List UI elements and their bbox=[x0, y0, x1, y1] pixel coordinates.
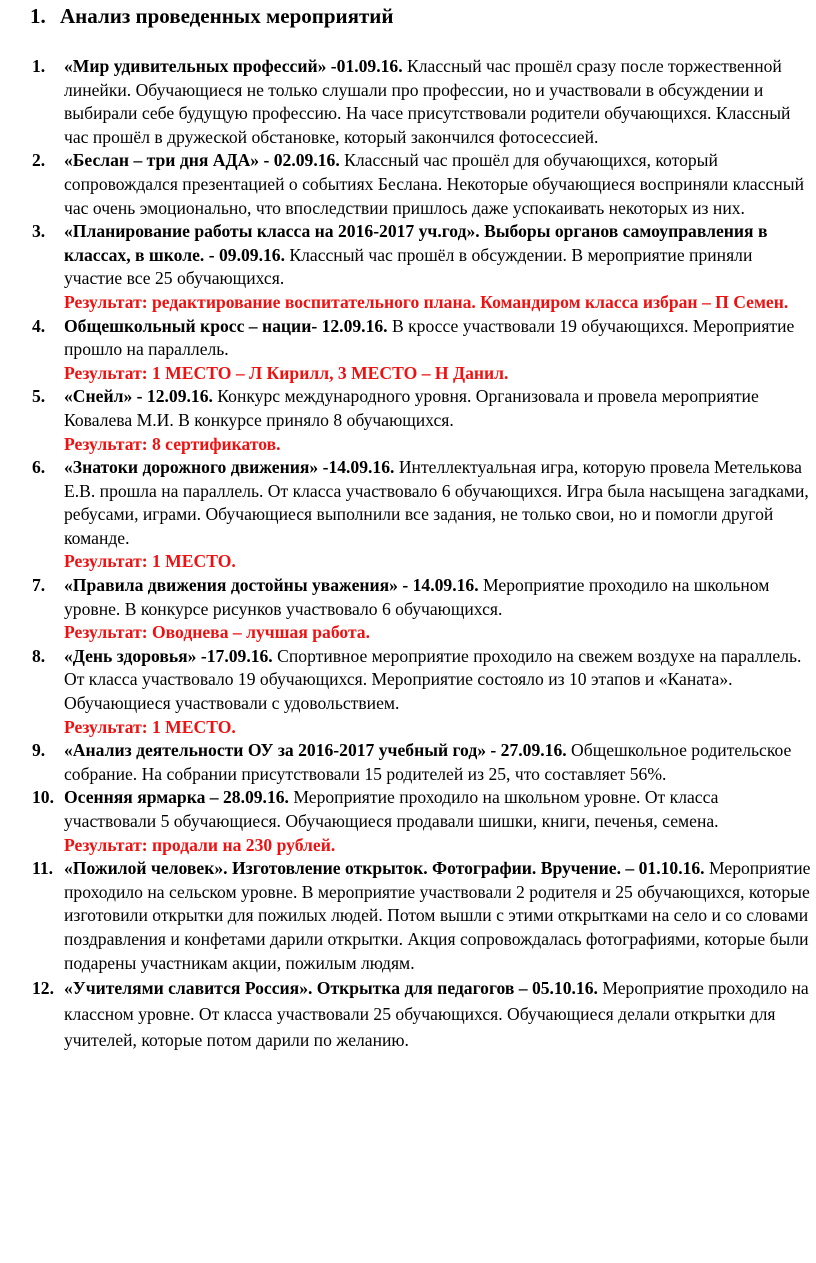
list-item bbox=[0, 975, 816, 1053]
list-item-result: Результат: редактирование воспитательного плана. Командиром класса избран – П Семен. bbox=[64, 291, 789, 312]
list-item-result: Результат: продали на 230 рублей. bbox=[64, 834, 336, 855]
section-heading bbox=[30, 4, 394, 29]
list-item-number: 5. bbox=[32, 386, 46, 407]
list-item-body: Классный час прошёл сразу после торжественной линейки. Обучающиеся не только слушали про профессии, но и участвовали в обсуждении и выбирали себе будущую профессию. На часе присутствовали родители обучающихся. Классный час прошёл в дружеской обстановке, который закончился фотосессией. bbox=[64, 56, 791, 147]
list-item-number: 4. bbox=[32, 315, 46, 336]
list-item-number: 9. bbox=[32, 740, 46, 761]
list-item-title: Осенняя ярмарка – 28.09.16. bbox=[64, 787, 289, 808]
list-item bbox=[0, 574, 816, 645]
list-item-body: Конкурс международного уровня. Организовала и провела мероприятие Ковалева М.И. В конкурсе приняло 8 обучающихся. bbox=[64, 386, 759, 430]
list-item-title: «Знатоки дорожного движения» -14.09.16. bbox=[64, 457, 395, 478]
list-item-result: Результат: 1 МЕСТО. bbox=[64, 716, 236, 737]
list-item-body: В кроссе участвовали 19 обучающихся. Мероприятие прошло на параллель. bbox=[64, 315, 795, 360]
list-item bbox=[0, 149, 816, 220]
list-item-body: Интеллектуальная игра, которую провела Метелькова Е.В. прошла на параллель. От класса участвовало 6 обучающихся. Игра была насыщена загадками, ребусами, играми. Обучающиеся выполнили все задания, не только свои, но и помогли другой команде. bbox=[64, 457, 809, 548]
list-item-title: «Мир удивительных профессий» -01.09.16. bbox=[64, 56, 403, 76]
list-item-body: Общешкольное родительское собрание. На собрании присутствовали 15 родителей из 25, что составляет 56%. bbox=[64, 740, 792, 784]
list-item-title: «Пожилой человек». Изготовление открыток. Фотографии. Вручение. – 01.10.16. bbox=[64, 858, 705, 879]
list-item-number: 11. bbox=[32, 858, 54, 879]
list-item-body: Мероприятие проходило на сельском уровне. В мероприятие участвовали 2 родителя и 25 обучающихся, которые изготовили открытки для пожилых людей. Потом вышли с этими открытками на село и со словами поздравления и конфетами дарили открытки. Акция сопровождалась фотографиями, которые были подарены участникам акции, пожилым людям. bbox=[64, 858, 811, 973]
list-item-body: Классный час прошёл для обучающихся, который сопровождался презентацией о событиях Беслана. Некоторые обучающиеся восприняли классный час очень эмоционально, что впоследствии пришлось даже успокаивать некоторых из них. bbox=[64, 150, 804, 218]
list-item-number: 12. bbox=[32, 978, 54, 999]
list-item-number: 2. bbox=[32, 150, 46, 171]
list-item-body: Классный час прошёл в обсуждении. В мероприятие приняли участие все 25 обучающихся. bbox=[64, 244, 753, 289]
list-item bbox=[0, 220, 816, 314]
list-item bbox=[0, 385, 816, 456]
list-item-title: «Беслан – три дня АДА» - 02.09.16. bbox=[64, 150, 340, 171]
list-item bbox=[0, 857, 816, 975]
list-item bbox=[0, 55, 816, 149]
list-item-number: 8. bbox=[32, 645, 46, 666]
list-item-title: «День здоровья» -17.09.16. bbox=[64, 645, 273, 666]
list-item-result: Результат: Оводнева – лучшая работа. bbox=[64, 622, 370, 643]
list-item-number: 1. bbox=[32, 56, 46, 76]
list-item-title: «Учителями славится Россия». Открытка для педагогов – 05.10.16. bbox=[64, 978, 598, 999]
list-item-number: 7. bbox=[32, 575, 46, 596]
events-list bbox=[0, 55, 816, 1053]
list-item-title: «Планирование работы класса на 2016-2017 уч.год». Выборы органов самоуправления в классах, в школе. - 09.09.16. bbox=[64, 221, 768, 265]
list-item-number: 6. bbox=[32, 457, 46, 478]
section-heading-text: Анализ проведенных мероприятий bbox=[60, 4, 394, 28]
list-item-result: Результат: 1 МЕСТО. bbox=[64, 551, 236, 572]
section-heading-number: 1. bbox=[30, 4, 46, 28]
list-item-body: Мероприятие проходило на школьном уровне. От класса участвовали 5 обучающиеся. Обучающиеся продавали шишки, книги, печенья, семена. bbox=[64, 787, 719, 831]
list-item-body: Спортивное мероприятие проходило на свежем воздухе на параллель. От класса участвовало 19 обучающихся. Мероприятие состояло из 10 этапов и «Каната». Обучающиеся участвовали с удовольствием. bbox=[64, 645, 802, 714]
list-item-number: 10. bbox=[32, 787, 54, 808]
list-item bbox=[0, 315, 816, 386]
list-item-result: Результат: 1 МЕСТО – Л Кирилл, 3 МЕСТО – Н Данил. bbox=[64, 362, 509, 383]
list-item-body: Мероприятие проходило на школьном уровне. В конкурсе рисунков участвовало 6 обучающихся. bbox=[64, 575, 770, 619]
list-item-title: «Анализ деятельности ОУ за 2016-2017 учебный год» - 27.09.16. bbox=[64, 740, 567, 761]
list-item bbox=[0, 456, 816, 574]
list-item-title: Общешкольный кросс – нации- 12.09.16. bbox=[64, 315, 388, 336]
list-item-number: 3. bbox=[32, 221, 46, 242]
list-item bbox=[0, 786, 816, 857]
list-item-result: Результат: 8 сертификатов. bbox=[64, 433, 281, 454]
list-item-body: Мероприятие проходило на классном уровне. От класса участвовали 25 обучающихся. Обучающиеся делали открытки для учителей, которые потом дарили по желанию. bbox=[64, 978, 809, 1051]
list-item-title: «Снейл» - 12.09.16. bbox=[64, 386, 213, 407]
list-item-title: «Правила движения достойны уважения» - 14.09.16. bbox=[64, 575, 479, 596]
list-item bbox=[0, 739, 816, 786]
list-item bbox=[0, 645, 816, 739]
